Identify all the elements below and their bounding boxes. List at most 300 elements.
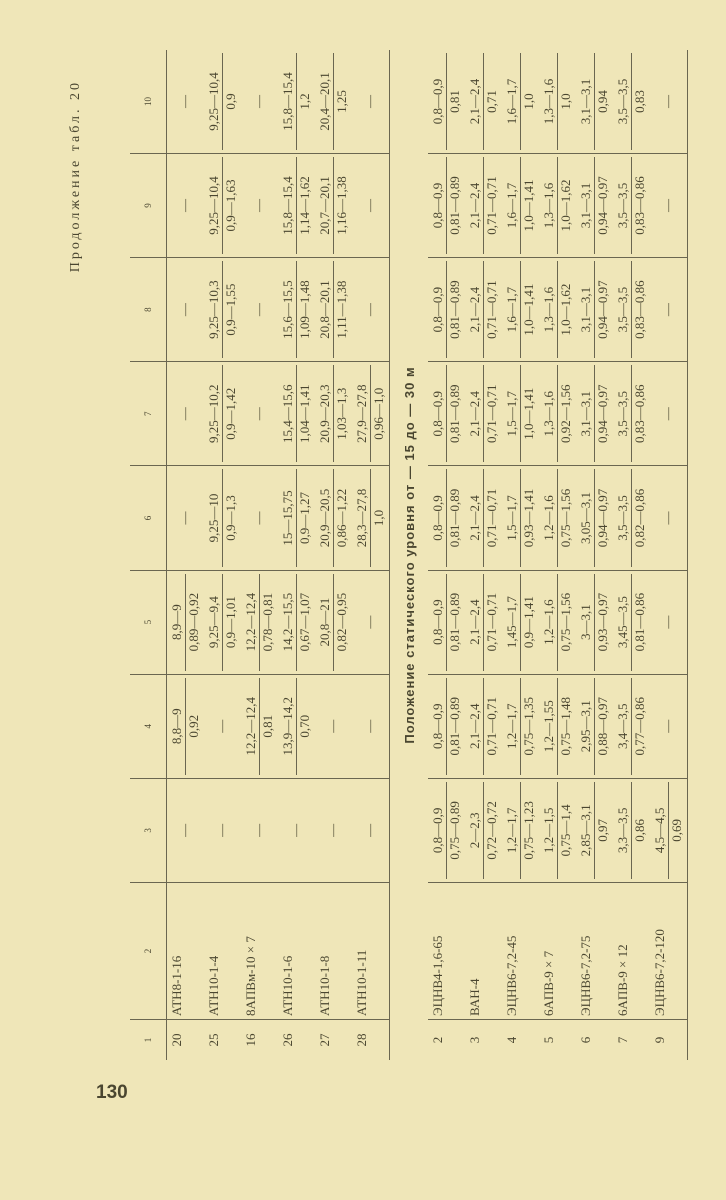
value-cell — [539, 153, 576, 257]
denominator: 1,0—1,41 — [521, 283, 536, 336]
column-header: 6 — [130, 466, 167, 570]
numerator: 1,2—1,7 — [504, 782, 521, 879]
numerator: 20,9—20,5 — [317, 469, 334, 566]
fraction — [578, 157, 611, 254]
value-cell — [241, 570, 278, 674]
value-cell — [650, 362, 688, 466]
denominator: 0,9—1,01 — [223, 596, 238, 649]
empty-dash: — — [251, 823, 266, 837]
value-cell — [502, 50, 539, 153]
numerator: 20,8—20,1 — [317, 261, 334, 358]
empty-dash: — — [362, 823, 377, 837]
value-cell — [428, 674, 465, 778]
value-cell — [204, 466, 241, 570]
value-cell — [167, 362, 205, 466]
empty-dash: — — [660, 303, 675, 317]
value-cell — [241, 778, 278, 882]
fraction — [541, 365, 574, 462]
denominator: 0,96—1,0 — [371, 387, 386, 440]
row-number: 26 — [280, 1033, 295, 1047]
numerator: 2,95—3,1 — [578, 678, 595, 775]
numerator: 3,1—3,1 — [578, 261, 595, 358]
denominator: 0,81—0,89 — [447, 697, 462, 756]
denominator: 0,9—1,55 — [223, 283, 238, 336]
numerator: 1,45—1,7 — [504, 574, 521, 671]
empty-dash: — — [251, 94, 266, 108]
denominator: 0,81—0,89 — [447, 176, 462, 235]
table-row — [650, 50, 688, 1060]
fraction — [615, 365, 648, 462]
pump-model: ЭЦНВ6-7,2-75 — [576, 883, 613, 1020]
value-cell — [613, 153, 650, 257]
pump-model: ЭЦНВ4-1,6-65 — [428, 883, 465, 1020]
value-cell — [613, 570, 650, 674]
empty-dash: — — [660, 407, 675, 421]
value-cell — [352, 466, 390, 570]
numerator: 15—15,75 — [280, 469, 297, 566]
column-header: 5 — [130, 570, 167, 674]
numerator: 1,5—1,7 — [504, 365, 521, 462]
denominator: 1,16—1,38 — [334, 176, 349, 235]
fraction — [467, 469, 500, 566]
numerator: 2,1—2,4 — [467, 261, 484, 358]
numerator: 0,8—0,9 — [430, 469, 447, 566]
value-cell — [278, 153, 315, 257]
numerator: 1,3—1,6 — [541, 53, 558, 150]
numerator: 1,5—1,7 — [504, 469, 521, 566]
fraction — [206, 365, 239, 462]
value-cell — [613, 362, 650, 466]
denominator: 0,72—0,72 — [484, 801, 499, 860]
value-cell — [650, 466, 688, 570]
row-number: 16 — [243, 1033, 258, 1047]
value-cell — [650, 153, 688, 257]
value-cell — [204, 258, 241, 362]
numerator: 1,2—1,6 — [541, 574, 558, 671]
fraction — [541, 53, 574, 150]
denominator: 0,71—0,71 — [484, 384, 499, 444]
section-title: Положение статического уровня от — 15 до — 30 м — [402, 366, 417, 744]
numerator: 0,8—0,9 — [430, 261, 447, 358]
fraction — [652, 782, 685, 879]
denominator: 0,77—0,86 — [632, 697, 647, 756]
numerator: 2—2,3 — [467, 782, 484, 879]
fraction — [243, 678, 276, 775]
numerator: 0,8—0,9 — [430, 365, 447, 462]
numerator: 0,8—0,9 — [430, 53, 447, 150]
section-2-body — [428, 50, 688, 1060]
value-cell — [576, 570, 613, 674]
fraction — [430, 782, 463, 879]
denominator: 0,81 — [260, 714, 275, 738]
table-row — [167, 50, 205, 1060]
numerator: 1,6—1,7 — [504, 53, 521, 150]
denominator: 1,0—1,41 — [521, 179, 536, 232]
denominator: 0,81—0,89 — [447, 280, 462, 339]
denominator: 0,92 — [186, 714, 201, 738]
denominator: 0,88—0,97 — [595, 697, 610, 756]
value-cell — [576, 778, 613, 882]
numerator: 9,25—10,4 — [206, 157, 223, 254]
denominator: 0,75—1,4 — [558, 804, 573, 857]
value-cell — [204, 674, 241, 778]
denominator: 0,93—0,97 — [595, 592, 610, 652]
numerator: 3—3,1 — [578, 574, 595, 671]
fraction — [317, 469, 350, 566]
table-row — [613, 50, 650, 1060]
denominator: 0,9—1,3 — [223, 495, 238, 541]
value-cell — [167, 258, 205, 362]
denominator: 1,2 — [297, 93, 312, 110]
fraction — [430, 678, 463, 775]
value-cell — [352, 570, 390, 674]
denominator: 0,81 — [447, 90, 462, 113]
numerator: 0,8—0,9 — [430, 574, 447, 671]
fraction — [430, 574, 463, 671]
fraction — [280, 574, 313, 671]
fraction — [467, 53, 500, 150]
empty-dash: — — [660, 511, 675, 525]
value-cell — [315, 362, 352, 466]
value-cell — [539, 466, 576, 570]
row-number: 6 — [578, 1036, 593, 1044]
denominator: 0,71 — [484, 90, 499, 113]
column-header: 4 — [130, 674, 167, 778]
value-cell — [428, 50, 465, 153]
value-cell — [278, 778, 315, 882]
value-cell — [315, 674, 352, 778]
value-cell — [167, 674, 205, 778]
value-cell — [204, 50, 241, 153]
numerator: 1,3—1,6 — [541, 261, 558, 358]
section-1-body — [167, 50, 390, 1060]
table-row — [428, 50, 465, 1060]
numerator: 9,25—10,2 — [206, 365, 223, 462]
numerator: 3,1—3,1 — [578, 157, 595, 254]
fraction — [430, 157, 463, 254]
fraction — [541, 469, 574, 566]
row-number: 27 — [317, 1033, 332, 1047]
numerator: 15,4—15,6 — [280, 365, 297, 462]
denominator: 0,86—1,22 — [334, 488, 349, 548]
denominator: 0,71—0,71 — [484, 176, 499, 235]
numerator: 9,25—10 — [206, 469, 223, 566]
value-cell — [428, 362, 465, 466]
value-cell — [315, 153, 352, 257]
fraction — [578, 678, 611, 775]
value-cell — [167, 466, 205, 570]
fraction — [578, 574, 611, 671]
value-cell — [241, 50, 278, 153]
row-number: 28 — [352, 1020, 390, 1061]
fraction — [578, 469, 611, 566]
column-header: 1 — [130, 1020, 167, 1061]
fraction — [317, 157, 350, 254]
value-cell — [167, 153, 205, 257]
fraction — [615, 469, 648, 566]
value-cell — [352, 362, 390, 466]
numerator: 9,25—9,4 — [206, 574, 223, 671]
rotated-table-container — [68, 50, 726, 1060]
numerator: 20,4—20,1 — [317, 53, 334, 150]
numerator: 0,8—0,9 — [430, 157, 447, 254]
denominator: 1,14—1,62 — [297, 176, 312, 235]
numerator: 20,7—20,1 — [317, 157, 334, 254]
value-cell — [278, 570, 315, 674]
value-cell — [576, 258, 613, 362]
fraction — [578, 365, 611, 462]
empty-dash: — — [177, 511, 192, 525]
numerator: 1,3—1,6 — [541, 157, 558, 254]
pump-model: АТН10-1-6 — [278, 883, 315, 1020]
denominator: 0,75—0,89 — [447, 801, 462, 860]
column-header: 3 — [130, 778, 167, 882]
row-number: 9 — [650, 1020, 688, 1061]
fraction — [504, 157, 537, 254]
denominator: 0,93—1,41 — [521, 488, 536, 548]
denominator: 0,82—0,86 — [632, 488, 647, 548]
value-cell — [502, 258, 539, 362]
value-cell — [613, 466, 650, 570]
table-row — [465, 50, 502, 1060]
fraction — [504, 53, 537, 150]
numerator: 1,3—1,6 — [541, 365, 558, 462]
table-row — [241, 50, 278, 1060]
value-cell — [502, 466, 539, 570]
value-cell — [576, 153, 613, 257]
fraction — [354, 365, 387, 462]
value-cell — [465, 778, 502, 882]
fraction — [504, 261, 537, 358]
fraction — [206, 53, 239, 150]
value-cell — [428, 570, 465, 674]
fraction — [317, 261, 350, 358]
value-cell — [539, 362, 576, 466]
denominator: 0,86 — [632, 819, 647, 842]
empty-dash: — — [214, 823, 229, 837]
denominator: 0,82—0,95 — [334, 592, 349, 652]
numerator: 3,5—3,5 — [615, 469, 632, 566]
value-cell — [539, 570, 576, 674]
fraction — [615, 53, 648, 150]
denominator: 1,0 — [558, 93, 573, 110]
numerator: 20,9—20,3 — [317, 365, 334, 462]
denominator: 0,9—1,63 — [223, 179, 238, 232]
fraction — [467, 261, 500, 358]
numerator: 15,6—15,5 — [280, 261, 297, 358]
column-header: 8 — [130, 258, 167, 362]
value-cell — [502, 362, 539, 466]
value-cell — [465, 258, 502, 362]
pump-model: ВАН-4 — [465, 883, 502, 1020]
value-cell — [241, 466, 278, 570]
value-cell — [241, 362, 278, 466]
value-cell — [204, 153, 241, 257]
value-cell — [465, 153, 502, 257]
value-cell — [315, 258, 352, 362]
fraction — [430, 365, 463, 462]
denominator: 0,83 — [632, 90, 647, 113]
numerator: 1,2—1,5 — [541, 782, 558, 879]
fraction — [430, 469, 463, 566]
numerator: 3,5—3,5 — [615, 53, 632, 150]
value-cell — [576, 50, 613, 153]
fraction — [280, 678, 313, 775]
denominator: 0,94—0,97 — [595, 280, 610, 339]
empty-dash: — — [251, 407, 266, 421]
numerator: 1,6—1,7 — [504, 261, 521, 358]
empty-dash: — — [325, 823, 340, 837]
value-cell — [650, 674, 688, 778]
table-row — [352, 50, 390, 1060]
table-row — [278, 50, 315, 1060]
denominator: 1,11—1,38 — [334, 280, 349, 339]
fraction — [430, 53, 463, 150]
numerator: 9,25—10,4 — [206, 53, 223, 150]
value-cell — [428, 466, 465, 570]
empty-dash: — — [251, 198, 266, 212]
table-row — [502, 50, 539, 1060]
numerator: 8,9—9 — [169, 574, 186, 671]
numerator: 4,5—4,5 — [652, 782, 669, 879]
value-cell — [613, 50, 650, 153]
fraction — [467, 782, 500, 879]
fraction — [243, 574, 276, 671]
fraction — [578, 53, 611, 150]
row-number: 2 — [430, 1036, 445, 1044]
numerator: 3,5—3,5 — [615, 261, 632, 358]
numerator: 3,3—3,5 — [615, 782, 632, 879]
fraction — [504, 574, 537, 671]
fraction — [354, 469, 387, 566]
value-cell — [241, 258, 278, 362]
pump-model: 8АПВм-10 × 7 — [241, 883, 278, 1020]
pump-model: АТН10-1-4 — [204, 883, 241, 1020]
empty-dash: — — [177, 407, 192, 421]
numerator: 28,3—27,8 — [354, 469, 371, 566]
numerator: 1,2—1,7 — [504, 678, 521, 775]
column-header: 10 — [130, 50, 167, 153]
numerator: 2,1—2,4 — [467, 678, 484, 775]
denominator: 0,67—1,07 — [297, 592, 312, 652]
denominator: 0,69 — [669, 819, 684, 842]
table-row — [315, 50, 352, 1060]
empty-dash: — — [660, 94, 675, 108]
fraction — [615, 157, 648, 254]
fraction — [504, 782, 537, 879]
fraction — [280, 261, 313, 358]
denominator: 1,03—1,3 — [334, 387, 349, 440]
table-row — [204, 50, 241, 1060]
value-cell — [204, 778, 241, 882]
denominator: 0,83—0,86 — [632, 176, 647, 235]
fraction — [206, 574, 239, 671]
fraction — [430, 261, 463, 358]
denominator: 0,83—0,86 — [632, 280, 647, 339]
value-cell — [278, 258, 315, 362]
denominator: 0,75—1,48 — [558, 697, 573, 756]
numerator: 3,4—3,5 — [615, 678, 632, 775]
numerator: 20,8—21 — [317, 574, 334, 671]
denominator: 0,71—0,71 — [484, 592, 499, 652]
value-cell — [650, 778, 688, 882]
row-number: 4 — [504, 1036, 519, 1044]
fraction — [317, 53, 350, 150]
numerator: 0,8—0,9 — [430, 782, 447, 879]
denominator: 0,78—0,81 — [260, 592, 275, 652]
row-number: 3 — [467, 1036, 482, 1044]
numerator: 12,2—12,4 — [243, 574, 260, 671]
value-cell — [204, 362, 241, 466]
empty-dash: — — [177, 198, 192, 212]
fraction — [504, 469, 537, 566]
denominator: 0,71—0,71 — [484, 488, 499, 548]
fraction — [615, 782, 648, 879]
denominator: 0,75—1,56 — [558, 592, 573, 652]
numerator: 8,8—9 — [169, 678, 186, 775]
column-header: 9 — [130, 153, 167, 257]
numerator: 3,5—3,5 — [615, 157, 632, 254]
fraction — [541, 574, 574, 671]
value-cell — [352, 674, 390, 778]
value-cell — [465, 570, 502, 674]
empty-dash: — — [362, 303, 377, 317]
pump-model: АТН10-1-11 — [352, 883, 390, 1020]
value-cell — [539, 674, 576, 778]
fraction — [280, 157, 313, 254]
fraction — [280, 469, 313, 566]
numerator: 2,1—2,4 — [467, 469, 484, 566]
denominator: 0,83—0,86 — [632, 384, 647, 444]
fraction — [467, 157, 500, 254]
denominator: 0,81—0,86 — [632, 592, 647, 652]
pump-model: ЭЦНВ6-7,2-120 — [650, 883, 688, 1020]
value-cell — [204, 570, 241, 674]
value-cell — [539, 50, 576, 153]
numerator: 1,2—1,55 — [541, 678, 558, 775]
denominator: 0,9 — [223, 93, 238, 110]
denominator: 0,89—0,92 — [186, 592, 201, 652]
denominator: 1,04—1,41 — [297, 384, 312, 444]
value-cell — [315, 778, 352, 882]
column-header: 7 — [130, 362, 167, 466]
value-cell — [502, 153, 539, 257]
value-cell — [241, 153, 278, 257]
fraction — [280, 53, 313, 150]
empty-dash: — — [251, 303, 266, 317]
denominator: 0,75—1,35 — [521, 697, 536, 756]
denominator: 1,0—1,62 — [558, 179, 573, 232]
page-number: 130 — [96, 1082, 128, 1103]
value-cell — [465, 674, 502, 778]
value-cell — [465, 466, 502, 570]
value-cell — [650, 258, 688, 362]
denominator: 0,94 — [595, 90, 610, 113]
fraction — [541, 782, 574, 879]
fraction — [317, 574, 350, 671]
empty-dash: — — [177, 94, 192, 108]
value-cell — [613, 778, 650, 882]
row-number: 5 — [541, 1036, 556, 1044]
numerator: 2,85—3,1 — [578, 782, 595, 879]
fraction — [615, 574, 648, 671]
value-cell — [352, 153, 390, 257]
fraction — [317, 365, 350, 462]
numerator: 2,1—2,4 — [467, 157, 484, 254]
empty-dash: — — [362, 198, 377, 212]
numerator: 2,1—2,4 — [467, 365, 484, 462]
fraction — [541, 157, 574, 254]
